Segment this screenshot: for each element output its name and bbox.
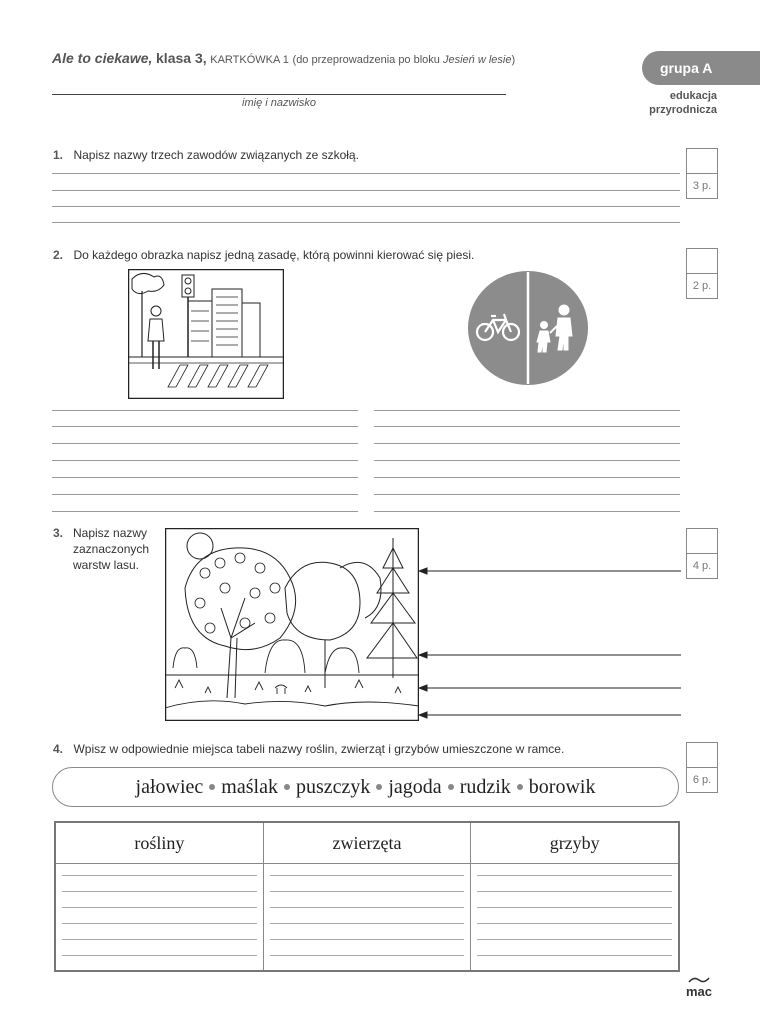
- points-score-cell[interactable]: [687, 249, 717, 274]
- answer-line[interactable]: [374, 494, 680, 495]
- answer-line[interactable]: [374, 460, 680, 461]
- answer-line[interactable]: [374, 410, 680, 411]
- table-column-animals: [264, 823, 472, 970]
- answer-line[interactable]: [52, 190, 680, 191]
- shared-path-sign: [466, 270, 590, 386]
- answer-line[interactable]: [52, 410, 358, 411]
- answer-line[interactable]: [52, 477, 358, 478]
- table-header: zwierzęta: [264, 823, 471, 864]
- answer-line[interactable]: [374, 511, 680, 512]
- table-column-fungi: [471, 823, 678, 970]
- answer-line[interactable]: [374, 477, 680, 478]
- class-label: klasa 3,: [156, 50, 207, 66]
- answer-line[interactable]: [270, 939, 465, 940]
- points-score-cell[interactable]: [687, 529, 717, 554]
- bullet-icon: [517, 784, 523, 790]
- table-header: grzyby: [471, 823, 678, 864]
- question-text: Napisz nazwy trzech zawodów związanych ze szkołą.: [73, 148, 359, 162]
- answer-line[interactable]: [270, 891, 465, 892]
- subject-label: [600, 89, 717, 117]
- points-box: [686, 742, 718, 793]
- word: borowik: [528, 775, 596, 798]
- question-number: 2.: [53, 248, 64, 262]
- subject-line-2: przyrodnicza: [649, 104, 717, 116]
- bullet-icon: [209, 784, 215, 790]
- classification-table: [54, 821, 680, 972]
- answer-line[interactable]: [52, 494, 358, 495]
- question-text-line: warstw lasu.: [73, 558, 140, 572]
- forest-layers-illustration: [165, 528, 419, 721]
- subject-line-1: edukacja: [669, 90, 717, 102]
- answer-line[interactable]: [62, 955, 257, 956]
- answer-line[interactable]: [52, 173, 680, 174]
- word: jagoda: [388, 775, 442, 798]
- answer-line[interactable]: [477, 907, 672, 908]
- answer-line[interactable]: [477, 955, 672, 956]
- answer-line[interactable]: [62, 875, 257, 876]
- answer-line[interactable]: [62, 923, 257, 924]
- points-box: [686, 148, 718, 199]
- answer-line[interactable]: [52, 511, 358, 512]
- points-score-cell[interactable]: [687, 149, 717, 174]
- answer-line[interactable]: [62, 891, 257, 892]
- answer-line[interactable]: [270, 907, 465, 908]
- answer-line[interactable]: [477, 891, 672, 892]
- pedestrian-crossing-illustration: [128, 269, 284, 399]
- points-value: 4 p.: [692, 560, 712, 572]
- bullet-icon: [284, 784, 290, 790]
- answer-line[interactable]: [374, 426, 680, 427]
- answer-line[interactable]: [477, 875, 672, 876]
- word: rudzik: [459, 775, 511, 798]
- answer-line[interactable]: [270, 923, 465, 924]
- points-box: [686, 528, 718, 579]
- series-name: Ale to ciekawe,: [52, 50, 153, 66]
- answer-line[interactable]: [52, 426, 358, 427]
- question-2: [53, 246, 474, 264]
- block-name: Jesień w lesie: [442, 54, 512, 66]
- group-badge: grupa A: [642, 51, 760, 85]
- question-number: 4.: [53, 742, 64, 756]
- word: jałowiec: [135, 775, 204, 798]
- bullet-icon: [376, 784, 382, 790]
- points-value: 3 p.: [692, 180, 712, 192]
- question-number: 1.: [53, 148, 64, 162]
- question-text: Wpisz w odpowiednie miejsca tabeli nazwy roślin, zwierząt i grzybów umieszczone w ramce.: [73, 742, 565, 756]
- name-line[interactable]: [52, 94, 506, 95]
- answer-line[interactable]: [270, 955, 465, 956]
- word: maślak: [221, 775, 278, 798]
- answer-line[interactable]: [477, 923, 672, 924]
- publisher-logo: [686, 976, 712, 999]
- question-3: [53, 525, 149, 573]
- answer-line[interactable]: [477, 939, 672, 940]
- question-4: [53, 740, 564, 758]
- answer-line[interactable]: [52, 443, 358, 444]
- logo-text: mac: [686, 984, 713, 999]
- answer-line[interactable]: [270, 875, 465, 876]
- header-title: [52, 50, 515, 66]
- answer-line[interactable]: [52, 460, 358, 461]
- question-number: 3.: [53, 526, 64, 540]
- answer-line[interactable]: [374, 443, 680, 444]
- name-label: imię i nazwisko: [242, 97, 316, 109]
- points-box: [686, 248, 718, 299]
- points-value: 2 p.: [692, 280, 712, 292]
- answer-line[interactable]: [52, 222, 680, 223]
- layer-arrows: [419, 560, 681, 722]
- table-column-plants: [56, 823, 264, 970]
- points-value: 6 p.: [692, 774, 712, 786]
- question-text-line: zaznaczonych: [73, 542, 150, 556]
- bullet-icon: [448, 784, 454, 790]
- logo-wave-icon: [688, 976, 710, 984]
- answer-line[interactable]: [52, 206, 680, 207]
- answer-line[interactable]: [62, 907, 257, 908]
- block-pre: (do przeprowadzenia po bloku: [292, 54, 443, 66]
- word-box: [52, 767, 679, 807]
- answer-line[interactable]: [62, 939, 257, 940]
- question-text-line: Napisz nazwy: [73, 526, 148, 540]
- question-text: Do każdego obrazka napisz jedną zasadę, którą powinni kierować się piesi.: [73, 248, 475, 262]
- table-header: rośliny: [56, 823, 263, 864]
- quiz-label: KARTKÓWKA 1: [210, 54, 289, 66]
- question-1: [53, 146, 359, 164]
- word: puszczyk: [295, 775, 371, 798]
- points-score-cell[interactable]: [687, 743, 717, 768]
- block-post: ): [511, 54, 516, 66]
